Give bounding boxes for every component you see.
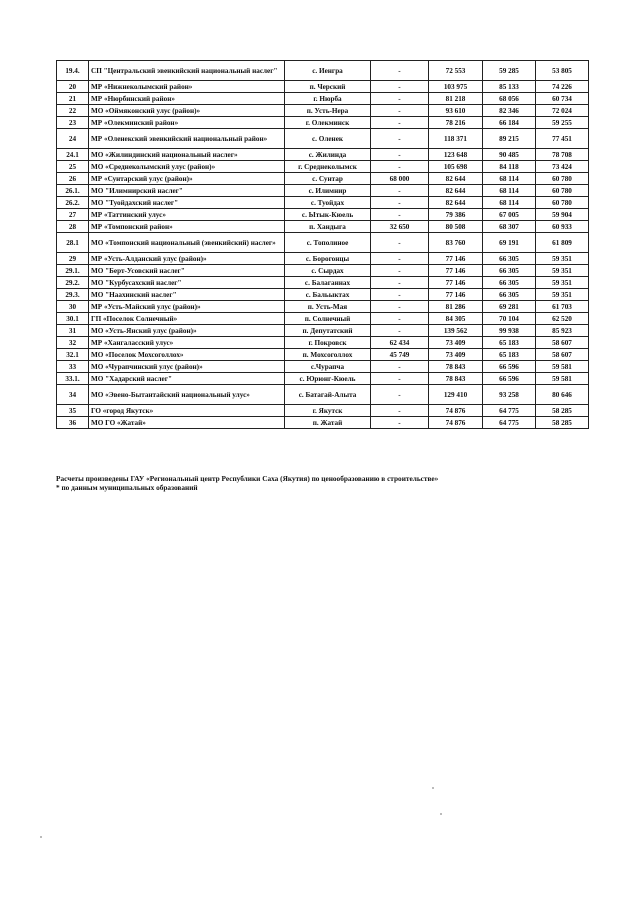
value-cell-1: - xyxy=(371,93,429,105)
row-number: 30 xyxy=(57,301,89,313)
table-row xyxy=(57,373,589,385)
municipality-name: МО «Жилиндинский национальный наслег» xyxy=(89,149,285,161)
municipality-name: МО "Туойдахский наслег" xyxy=(89,197,285,209)
row-number: 26.2. xyxy=(57,197,89,209)
value-cell-1: - xyxy=(371,233,429,253)
value-cell-3: 82 346 xyxy=(483,105,536,117)
settlement-name: с.Чурапча xyxy=(285,361,371,373)
table-row xyxy=(57,301,589,313)
value-cell-3: 70 104 xyxy=(483,313,536,325)
row-number: 21 xyxy=(57,93,89,105)
value-cell-3: 69 281 xyxy=(483,301,536,313)
value-cell-1: - xyxy=(371,265,429,277)
value-cell-3: 84 118 xyxy=(483,161,536,173)
value-cell-3: 89 215 xyxy=(483,129,536,149)
value-cell-4: 58 607 xyxy=(536,349,589,361)
value-cell-2: 79 386 xyxy=(429,209,483,221)
value-cell-4: 73 424 xyxy=(536,161,589,173)
municipality-name: МО "Илимнирский наслег" xyxy=(89,185,285,197)
table-row xyxy=(57,117,589,129)
value-cell-1: - xyxy=(371,385,429,405)
value-cell-3: 67 005 xyxy=(483,209,536,221)
value-cell-2: 77 146 xyxy=(429,265,483,277)
municipality-name: МР «Томпонский район» xyxy=(89,221,285,233)
row-number: 26 xyxy=(57,173,89,185)
row-number: 33.1. xyxy=(57,373,89,385)
value-cell-4: 58 607 xyxy=(536,337,589,349)
value-cell-4: 59 351 xyxy=(536,253,589,265)
row-number: 29.3. xyxy=(57,289,89,301)
row-number: 24 xyxy=(57,129,89,149)
value-cell-2: 82 644 xyxy=(429,185,483,197)
value-cell-2: 80 508 xyxy=(429,221,483,233)
municipality-name: ГП «Поселок Солнечный» xyxy=(89,313,285,325)
value-cell-4: 61 703 xyxy=(536,301,589,313)
municipality-name: ГО «город Якутск» xyxy=(89,405,285,417)
value-cell-4: 60 734 xyxy=(536,93,589,105)
row-number: 35 xyxy=(57,405,89,417)
table-row xyxy=(57,161,589,173)
value-cell-2: 81 286 xyxy=(429,301,483,313)
municipality-name: МО «Усть-Янский улус (район)» xyxy=(89,325,285,337)
settlement-name: с. Сырдах xyxy=(285,265,371,277)
value-cell-2: 123 648 xyxy=(429,149,483,161)
value-cell-4: 74 226 xyxy=(536,81,589,93)
value-cell-4: 72 024 xyxy=(536,105,589,117)
value-cell-3: 59 285 xyxy=(483,61,536,81)
municipality-name: МО "Наахинский наслег" xyxy=(89,289,285,301)
value-cell-3: 99 938 xyxy=(483,325,536,337)
table-row xyxy=(57,129,589,149)
value-cell-4: 58 285 xyxy=(536,405,589,417)
municipality-name: МО ГО «Жатай» xyxy=(89,417,285,429)
value-cell-4: 60 780 xyxy=(536,173,589,185)
table-row xyxy=(57,417,589,429)
value-cell-4: 62 520 xyxy=(536,313,589,325)
value-cell-2: 72 553 xyxy=(429,61,483,81)
value-cell-4: 85 923 xyxy=(536,325,589,337)
table-row xyxy=(57,405,589,417)
municipality-name: МР «Оленекский эвенкийский национальный район» xyxy=(89,129,285,149)
table-row xyxy=(57,93,589,105)
row-number: 24.1 xyxy=(57,149,89,161)
row-number: 32 xyxy=(57,337,89,349)
row-number: 20 xyxy=(57,81,89,93)
municipality-name: МО "Курбусахский наслег" xyxy=(89,277,285,289)
value-cell-1: - xyxy=(371,277,429,289)
value-cell-4: 59 351 xyxy=(536,277,589,289)
value-cell-4: 59 351 xyxy=(536,265,589,277)
value-cell-1: - xyxy=(371,161,429,173)
value-cell-4: 60 780 xyxy=(536,197,589,209)
value-cell-2: 78 843 xyxy=(429,373,483,385)
value-cell-4: 60 933 xyxy=(536,221,589,233)
row-number: 29 xyxy=(57,253,89,265)
table-body xyxy=(57,61,589,429)
settlement-name: с. Туойдах xyxy=(285,197,371,209)
value-cell-3: 66 305 xyxy=(483,265,536,277)
settlement-name: с. Ытык-Кюель xyxy=(285,209,371,221)
value-cell-4: 60 780 xyxy=(536,185,589,197)
value-cell-1: - xyxy=(371,209,429,221)
value-cell-1: - xyxy=(371,253,429,265)
settlement-name: г. Покровск xyxy=(285,337,371,349)
municipality-name: СП "Центральский эвенкийский национальный наслег" xyxy=(89,61,285,81)
value-cell-4: 61 809 xyxy=(536,233,589,253)
value-cell-4: 78 708 xyxy=(536,149,589,161)
row-number: 19.4. xyxy=(57,61,89,81)
scan-speck xyxy=(432,787,434,789)
municipality-name: МР «Нюрбинский район» xyxy=(89,93,285,105)
settlement-name: с. Борогонцы xyxy=(285,253,371,265)
settlement-name: п. Усть-Нера xyxy=(285,105,371,117)
value-cell-1: - xyxy=(371,313,429,325)
row-number: 25 xyxy=(57,161,89,173)
value-cell-3: 65 183 xyxy=(483,349,536,361)
value-cell-3: 68 114 xyxy=(483,197,536,209)
value-cell-3: 66 305 xyxy=(483,277,536,289)
settlement-name: п. Хандыга xyxy=(285,221,371,233)
value-cell-2: 74 876 xyxy=(429,405,483,417)
settlement-name: с. Сунтар xyxy=(285,173,371,185)
value-cell-3: 68 114 xyxy=(483,185,536,197)
value-cell-2: 73 409 xyxy=(429,349,483,361)
row-number: 22 xyxy=(57,105,89,117)
value-cell-1: - xyxy=(371,405,429,417)
table-row xyxy=(57,61,589,81)
value-cell-3: 64 775 xyxy=(483,405,536,417)
row-number: 29.2. xyxy=(57,277,89,289)
value-cell-2: 83 760 xyxy=(429,233,483,253)
value-cell-2: 77 146 xyxy=(429,289,483,301)
value-cell-1: - xyxy=(371,197,429,209)
value-cell-3: 69 191 xyxy=(483,233,536,253)
footnotes xyxy=(56,474,616,492)
value-cell-1: - xyxy=(371,301,429,313)
settlement-name: г. Олекминск xyxy=(285,117,371,129)
value-cell-2: 73 409 xyxy=(429,337,483,349)
table-row xyxy=(57,173,589,185)
value-cell-1: - xyxy=(371,105,429,117)
value-cell-4: 77 451 xyxy=(536,129,589,149)
municipality-name: МО «Чурапчинский улус (район)» xyxy=(89,361,285,373)
table-row xyxy=(57,185,589,197)
table-row xyxy=(57,105,589,117)
table-row xyxy=(57,289,589,301)
row-number: 27 xyxy=(57,209,89,221)
municipality-name: МО «Эвено-Бытантайский национальный улус» xyxy=(89,385,285,405)
municipality-name: МО «Оймяконский улус (район)» xyxy=(89,105,285,117)
value-cell-3: 66 305 xyxy=(483,289,536,301)
value-cell-2: 105 698 xyxy=(429,161,483,173)
value-cell-3: 66 596 xyxy=(483,361,536,373)
value-cell-2: 82 644 xyxy=(429,173,483,185)
municipality-name: МР «Хангаласский улус» xyxy=(89,337,285,349)
value-cell-1: - xyxy=(371,81,429,93)
municipality-name: МО «Среднеколымский улус (район)» xyxy=(89,161,285,173)
value-cell-3: 66 596 xyxy=(483,373,536,385)
municipality-name: МО "Берт-Усовский наслег" xyxy=(89,265,285,277)
table-row xyxy=(57,337,589,349)
value-cell-3: 66 184 xyxy=(483,117,536,129)
row-number: 30.1 xyxy=(57,313,89,325)
value-cell-1: 62 434 xyxy=(371,337,429,349)
value-cell-1: - xyxy=(371,149,429,161)
settlement-name: с. Жилинда xyxy=(285,149,371,161)
value-cell-1: - xyxy=(371,325,429,337)
value-cell-1: - xyxy=(371,117,429,129)
value-cell-3: 85 133 xyxy=(483,81,536,93)
table-row xyxy=(57,221,589,233)
value-cell-4: 59 581 xyxy=(536,373,589,385)
scan-speck xyxy=(440,813,442,815)
table-row xyxy=(57,209,589,221)
settlement-name: п. Депутатский xyxy=(285,325,371,337)
municipality-name: МР «Усть-Алданский улус (район)» xyxy=(89,253,285,265)
value-cell-1: - xyxy=(371,61,429,81)
value-cell-4: 80 646 xyxy=(536,385,589,405)
settlement-name: с. Бальыктах xyxy=(285,289,371,301)
row-number: 36 xyxy=(57,417,89,429)
source-note: * по данным муниципальных образований xyxy=(56,483,198,492)
value-cell-2: 93 610 xyxy=(429,105,483,117)
row-number: 23 xyxy=(57,117,89,129)
settlement-name: с. Юрюнг-Кюель xyxy=(285,373,371,385)
table-row xyxy=(57,253,589,265)
table-row xyxy=(57,325,589,337)
row-number: 31 xyxy=(57,325,89,337)
value-cell-2: 77 146 xyxy=(429,277,483,289)
settlement-name: с. Илимнир xyxy=(285,185,371,197)
municipality-name: МР «Олекминский район» xyxy=(89,117,285,129)
value-cell-2: 139 562 xyxy=(429,325,483,337)
value-cell-1: 32 650 xyxy=(371,221,429,233)
value-cell-4: 59 581 xyxy=(536,361,589,373)
table-row xyxy=(57,349,589,361)
calculation-note: Расчеты произведены ГАУ «Региональный центр Республики Саха (Якутия) по ценообразованию в строительстве» xyxy=(56,474,439,483)
value-cell-3: 66 305 xyxy=(483,253,536,265)
value-cell-2: 118 371 xyxy=(429,129,483,149)
settlement-name: п. Усть-Мая xyxy=(285,301,371,313)
value-cell-4: 53 805 xyxy=(536,61,589,81)
table-row xyxy=(57,277,589,289)
value-cell-1: 45 749 xyxy=(371,349,429,361)
value-cell-2: 78 216 xyxy=(429,117,483,129)
row-number: 28.1 xyxy=(57,233,89,253)
value-cell-2: 129 410 xyxy=(429,385,483,405)
municipality-name: МР «Таттинский улус» xyxy=(89,209,285,221)
settlement-name: с. Оленек xyxy=(285,129,371,149)
value-cell-2: 84 305 xyxy=(429,313,483,325)
table-row xyxy=(57,81,589,93)
settlement-name: с. Балаганнах xyxy=(285,277,371,289)
value-cell-3: 68 114 xyxy=(483,173,536,185)
settlement-name: г. Якутск xyxy=(285,405,371,417)
settlement-name: с. Иенгра xyxy=(285,61,371,81)
value-cell-4: 59 255 xyxy=(536,117,589,129)
value-cell-2: 74 876 xyxy=(429,417,483,429)
value-cell-1: - xyxy=(371,129,429,149)
value-cell-1: - xyxy=(371,289,429,301)
row-number: 29.1. xyxy=(57,265,89,277)
value-cell-3: 93 258 xyxy=(483,385,536,405)
table-row xyxy=(57,233,589,253)
value-cell-2: 77 146 xyxy=(429,253,483,265)
table-row xyxy=(57,265,589,277)
settlement-name: с. Батагай-Алыта xyxy=(285,385,371,405)
settlement-name: п. Солнечный xyxy=(285,313,371,325)
row-number: 34 xyxy=(57,385,89,405)
value-cell-2: 81 218 xyxy=(429,93,483,105)
value-cell-4: 59 904 xyxy=(536,209,589,221)
value-cell-1: - xyxy=(371,185,429,197)
municipality-name: МО «Томпонский национальный (эвенкийский) наслег» xyxy=(89,233,285,253)
settlement-name: п. Черский xyxy=(285,81,371,93)
scan-speck xyxy=(40,836,42,838)
value-cell-1: - xyxy=(371,417,429,429)
value-cell-4: 58 285 xyxy=(536,417,589,429)
value-cell-3: 65 183 xyxy=(483,337,536,349)
row-number: 32.1 xyxy=(57,349,89,361)
row-number: 33 xyxy=(57,361,89,373)
table-row xyxy=(57,149,589,161)
table-row xyxy=(57,361,589,373)
value-cell-2: 78 843 xyxy=(429,361,483,373)
table-row xyxy=(57,313,589,325)
row-number: 26.1. xyxy=(57,185,89,197)
table-row xyxy=(57,197,589,209)
value-cell-3: 68 056 xyxy=(483,93,536,105)
settlement-name: п. Мохсоголлох xyxy=(285,349,371,361)
settlement-name: г. Среднеколымск xyxy=(285,161,371,173)
municipality-name: МР «Усть-Майский улус (район)» xyxy=(89,301,285,313)
value-cell-1: 68 000 xyxy=(371,173,429,185)
settlement-name: г. Нюрба xyxy=(285,93,371,105)
row-number: 28 xyxy=(57,221,89,233)
value-cell-3: 64 775 xyxy=(483,417,536,429)
table-row xyxy=(57,385,589,405)
value-cell-3: 90 485 xyxy=(483,149,536,161)
settlement-name: с. Тополиное xyxy=(285,233,371,253)
municipality-name: МР «Сунтарский улус (район)» xyxy=(89,173,285,185)
value-cell-3: 68 307 xyxy=(483,221,536,233)
value-cell-1: - xyxy=(371,361,429,373)
settlement-name: п. Жатай xyxy=(285,417,371,429)
value-cell-2: 103 975 xyxy=(429,81,483,93)
municipality-name: МР «Нижнеколымский район» xyxy=(89,81,285,93)
value-cell-4: 59 351 xyxy=(536,289,589,301)
municipality-name: МО «Поселок Мохсоголлох» xyxy=(89,349,285,361)
price-table xyxy=(56,60,589,429)
value-cell-2: 82 644 xyxy=(429,197,483,209)
value-cell-1: - xyxy=(371,373,429,385)
municipality-name: МО "Хадарский наслег" xyxy=(89,373,285,385)
